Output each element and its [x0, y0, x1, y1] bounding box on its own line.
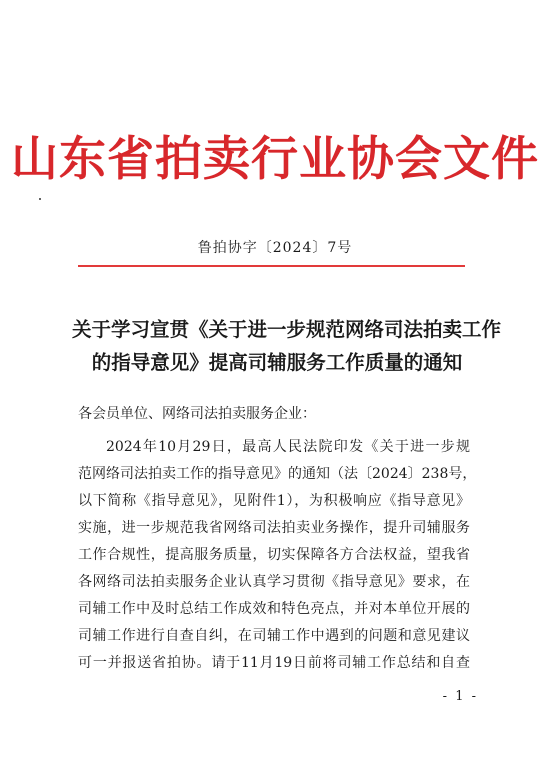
body-line: 司辅工作进行自查自纠，在司辅工作中遇到的问题和意见建议: [78, 628, 470, 644]
red-divider-line: [78, 265, 465, 267]
body-line: 各网络司法拍卖服务企业认真学习贯彻《指导意见》要求，在: [78, 574, 470, 590]
addressee: 各会员单位、网络司法拍卖服务企业：: [78, 406, 316, 422]
document-number: 鲁拍协字〔2024〕7号: [197, 240, 353, 256]
scan-speck: [39, 198, 41, 200]
body-line: 可一并报送省拍协。请于11月19日前将司辅工作总结和自查: [78, 655, 470, 671]
page-number: - 1 -: [442, 689, 478, 704]
body-line: 工作合规性，提高服务质量，切实保障各方合法权益，望我省: [78, 547, 470, 563]
body-line: 司辅工作中及时总结工作成效和特色亮点，并对本单位开展的: [78, 601, 470, 617]
notice-title-line: 关于学习宣贯《关于进一步规范网络司法拍卖工作: [72, 318, 502, 341]
notice-body: [78, 434, 477, 677]
body-line: 以下简称《指导意见》，见附件1），为积极响应《指导意见》: [78, 493, 470, 509]
document-masthead: 山东省拍卖行业协会文件: [11, 132, 539, 187]
notice-title: [72, 313, 502, 379]
notice-title-line: 的指导意见》提高司辅服务工作质量的通知: [91, 351, 463, 374]
body-line: 范网络司法拍卖工作的指导意见》的通知（法〔2024〕238号，: [78, 466, 477, 482]
body-line: 2024年10月29日，最高人民法院印发《关于进一步规: [106, 439, 470, 455]
body-line: 实施，进一步规范我省网络司法拍卖业务操作，提升司辅服务: [78, 520, 470, 536]
